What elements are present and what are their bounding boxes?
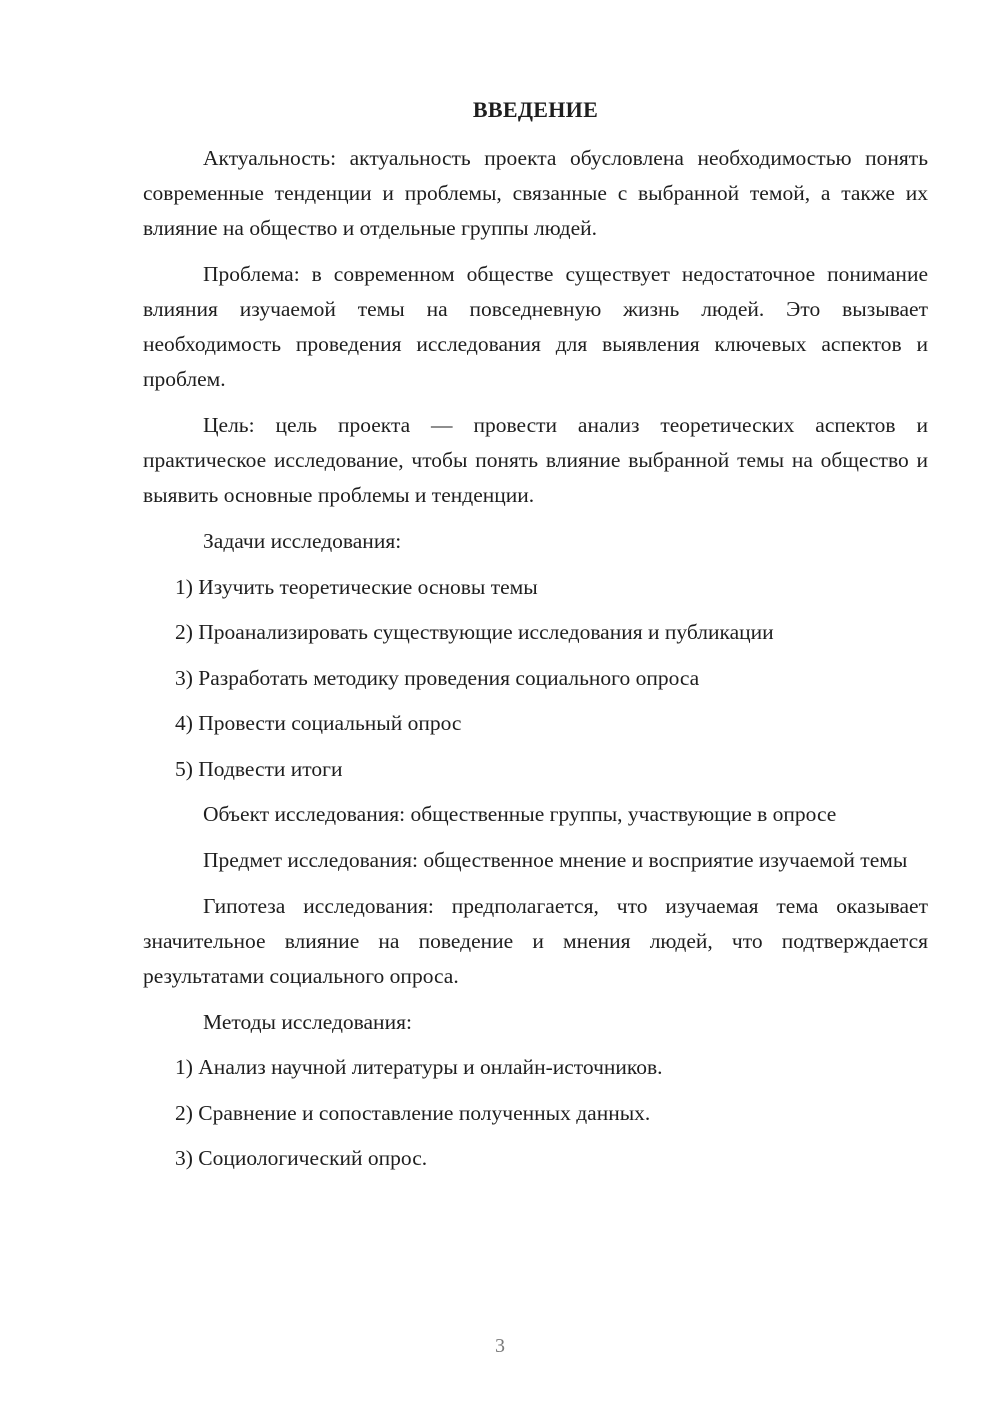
methods-list <box>143 1050 928 1176</box>
document-title: ВВЕДЕНИЕ <box>472 97 599 122</box>
page-number: 3 <box>495 1335 505 1357</box>
list-item-method-1: 1) Анализ научной литературы и онлайн-источников. <box>175 1055 663 1079</box>
methods-heading: Методы исследования: <box>203 1009 412 1034</box>
tasks-list <box>143 570 928 787</box>
document-body <box>143 95 928 1187</box>
paragraph-problem: Проблема: в современном обществе существует недостаточное понимание влияния изучаемой темы на повседневную жизнь людей. Это вызывает необходимость проведения исследования для выявления ключевых аспектов и проблем. <box>143 262 928 391</box>
paragraph-goal: Цель: цель проекта — провести анализ теоретических аспектов и практическое исследование, чтобы понять влияние выбранной темы на общество и выявить основные проблемы и тенденции. <box>143 413 928 507</box>
list-item-method-3: 3) Социологический опрос. <box>175 1146 428 1170</box>
list-item-task-3: 3) Разработать методику проведения социального опроса <box>175 665 700 690</box>
paragraph-relevance: Актуальность: актуальность проекта обусловлена необходимостью понять современные тенденции и проблемы, связанные с выбранной темой, а также их влияние на общество и отдельные группы людей. <box>143 146 928 240</box>
tasks-heading: Задачи исследования: <box>203 529 402 553</box>
list-item-method-2: 2) Сравнение и сопоставление полученных данных. <box>175 1100 651 1125</box>
list-item-task-2: 2) Проанализировать существующие исследования и публикации <box>175 620 774 644</box>
research-object: Объект исследования: общественные группы, участвующие в опросе <box>203 802 837 826</box>
list-item-task-1: 1) Изучить теоретические основы темы <box>175 574 538 599</box>
list-item-task-4: 4) Провести социальный опрос <box>175 711 462 735</box>
research-subject: Предмет исследования: общественное мнение и восприятие изучаемой темы <box>203 847 908 872</box>
list-item-task-5: 5) Подвести итоги <box>175 756 343 781</box>
research-hypothesis: Гипотеза исследования: предполагается, что изучаемая тема оказывает значительное влияние на поведение и мнения людей, что подтверждается результатами социального опроса. <box>143 893 928 988</box>
